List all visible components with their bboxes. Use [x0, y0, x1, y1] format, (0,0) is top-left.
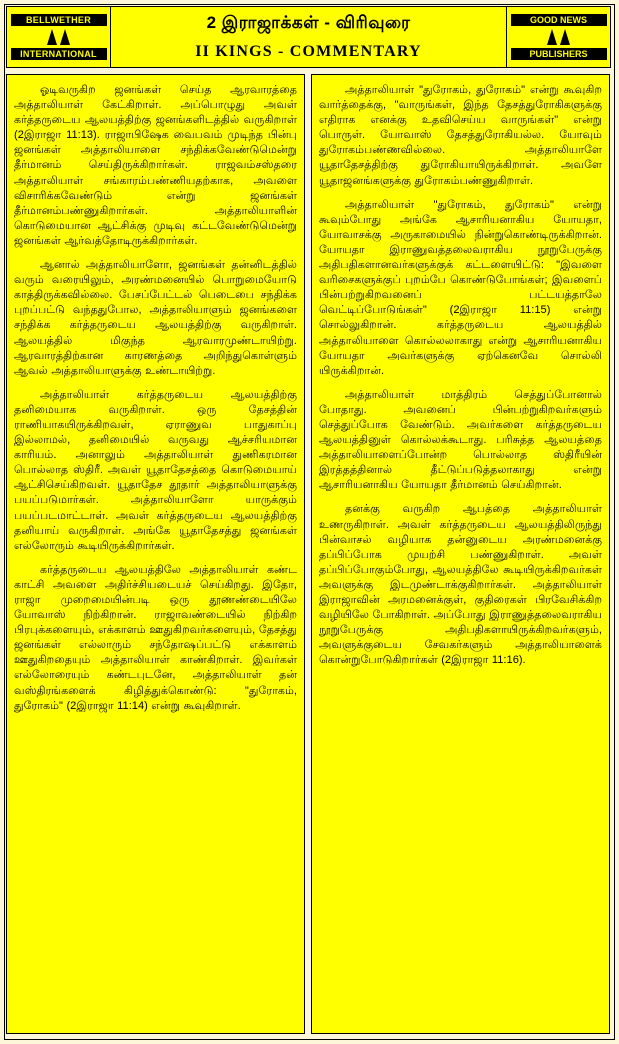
logo-left-line2: INTERNATIONAL: [11, 48, 107, 60]
paragraph: தனக்கு வருகிற ஆபத்தை அத்தாலியாள் உணருகிறாள். அவள் கர்த்தருடைய ஆலயத்திலிருந்து பின்வாசல் வழியாக தன்னுடைய அரண்மனைக்கு தப்பிப்போக முயற்சி பண்ணுகிறாள். அவள் தப்பிப்போகும்போது, ஆலயத்திலே கூடியிருக்கிறவர்கள் அவளுக்கு இடமுண்டாக்குகிறார்கள். அத்தாலியாள் இராஜாவின் அரமனைக்குள், குதிரைகள் பிரவேசிக்கிற வழியிலே போகிறாள். அப்போது இராணுத்தலைவராகிய நூறுபேருக்கு அதிபதிகளாயிருக்கிறவர்களும், அவளுக்குடைய சேவகர்களும் அத்தாலியாளைக் கொன்றுபோடுகிறார்கள் (2இராஜா 11:16).: [319, 503, 602, 667]
document-header: [6, 6, 611, 68]
page-title-english: II KINGS - COMMENTARY: [195, 43, 422, 60]
right-column: [311, 74, 610, 1034]
publisher-logo-right: [506, 7, 610, 67]
paragraph: ஓடிவருகிற ஜனங்கள் செய்த ஆரவாரத்தை அத்தாலியாள் கேட்கிறாள். அப்பொழுது அவள் கர்த்தருடைய ஆலயத்திற்கு ஜனங்களிடத்தில் வருகிறாள் (2இராஜா 11:13). ராஜாபிஷேக வைபவம் முடிந்த பின்பு ஜனங்கள் அத்தாலியாளை சந்திக்கவேண்டுமென்று தீர்மானம் செய்திருக்கிறார்கள். ராஜவம்சஸ்தரை அத்தாலியாள் சங்காரம்பண்ணியதற்காக, அவளை விசாரிக்கவேண்டும் என்று ஜனங்கள் தீர்மானம்பண்ணுகிறார்கள். அத்தாலியாளின் கொடுமையான ஆட்சிக்கு முடிவு கட்டவேண்டுமென்று ஜனங்கள் ஆர்வத்தோடிருக்கிறார்கள்.: [14, 84, 297, 247]
torch-icon: [509, 26, 608, 48]
paragraph: அத்தாலியாள் "துரோகம், துரோகம்" என்று கூவும்போது அங்கே ஆசாரியனாகிய யோயதா, யோவாசக்கு அருகாமையில் நின்றுகொண்டிருக்கிறான். யோயதா இராணுவத்தலைவராகிய நூறுபேருக்கு அதிபதிகளானவர்களுக்குக் கட்டளையிட்டு: "இவளை வரிசைகளுக்குப் புறம்பே கொண்டுபோங்கள்; இவளைப் பின்பற்றுகிறவனைப் பட்டயத்தாலே வெட்டிப்போடுங்கள்" (2இராஜா 11:15) என்று சொல்லுகிறான். கர்த்தருடைய ஆலயத்தில் அத்தாலியாளை கொல்லலாகாது என்று ஆசாரியனாகிய யோயதா அவர்களுக்கு ஏற்கெனவே சொல்லி யிருக்கிறான்.: [319, 198, 602, 377]
logo-right-line2: PUBLISHERS: [511, 48, 607, 60]
body-columns: [6, 74, 611, 1034]
left-column: [6, 74, 305, 1034]
torch-icon: [9, 26, 108, 48]
page-title-tamil: 2 இராஜாக்கள் - விரிவுரை: [206, 13, 411, 32]
paragraph: அத்தாலியாள் "துரோகம், துரோகம்" என்று கூவுகிற வார்த்தைக்கு, "வாருங்கள், இந்த தேசத்துரோகிகளுக்கு எதிராக எனக்கு உதவிசெய்ய வாருங்கள்" என்று பொருள். யோவாஸ் தேசத்துரோகியல்ல. யோவும் துரோகம்பண்ணவில்லை. அத்தாலியாளே யூதாதேசத்திற்கு துரோகியாயிருக்கிறாள். அவளே யூதாஜனங்களுக்கு துரோகம்பண்ணுகிறாள்.: [319, 84, 602, 187]
logo-right-line1: GOOD NEWS: [511, 14, 607, 26]
header-titles: [111, 7, 506, 67]
publisher-logo-left: [7, 7, 111, 67]
paragraph: கர்த்தருடைய ஆலயத்திலே அத்தாலியாள் கண்ட காட்சி அவளை அதிர்ச்சியடையச் செய்கிறது. இதோ, ராஜா முறைமையின்படி ஒரு தூணண்டையிலே யோவாஸ் நிற்கிறான். ராஜாவண்டையில் நிற்கிற பிரபுக்களையும், எக்காளம் ஊதுகிறவர்களையும், தேசத்து ஜனங்கள் எல்லாரும் சந்தோஷப்பட்டு எக்காளம் ஊதுகிறதையும் அத்தாலியாள் காண்கிறாள். இவர்கள் எல்லோரையும் கண்டபுடனே, அத்தாலியாள் தன் வஸ்திரங்களைக் கிழித்துக்கொண்டு: "துரோகம், துரோகம்" (2இராஜா 11:14) என்று கூவுகிறாள்.: [14, 563, 297, 712]
paragraph: ஆனால் அத்தாலியாளோ, ஜனங்கள் தன்னிடத்தில் வரும் வரையிலும், அரண்மனையில் பொறுமையோடு காத்திருக்கவில்லை. பேசப்பேட்டல் பெடைபை சந்திக்க புறப்பட்டு வந்ததுபோல, அத்தாலியாளும் ஜனங்களை சந்திக்க கர்த்தருடைய ஆலயத்திற்கு வருகிறாள். ஆலயத்தில் மிகுந்த ஆரவாரமுண்டாயிற்று. ஆரவாரத்திற்கான காரணத்தை அறிந்துகொள்ளும் ஆவல் அத்தாலியாளுக்கு உண்டாயிற்று.: [14, 259, 297, 377]
logo-left-line1: BELLWETHER: [11, 14, 107, 26]
paragraph: அத்தாலியாள் கர்த்தருடைய ஆலயத்திற்கு தனிமையாக வருகிறாள். ஒரு தேசத்தின் ராணியாகயிருக்கிறவள், ஏராணுவ பாதுகாப்பு இல்லாமல், தனிமையில் வருவது ஆச்சரியமான காரியம். அனாலும் அத்தாலியாள் துணிகரமான பொல்லாத ஸ்திரீ. அவள் யூதாதேசத்தை கொடுமையாய் ஆட்சிசெய்கிறவள். யூதாதேச தூதார் அத்தாலியாளுக்கு பயப்படுமார்கள். அத்தாலியாளோ யாருக்கும் பயப்படமாட்டாள். அவள் கர்த்தருடைய ஆலயத்திற்கு தனியாய் வருகிறாள். அங்கே யூதாதேசத்து ஜனங்கள் எல்லோரும் கூடியிருக்கிறார்கள்.: [14, 388, 297, 552]
paragraph: அத்தாலியாள் மாத்திரம் செத்துப்போனால் போதாது. அவனைப் பின்பற்றுகிறவர்களும் செத்துப்போக வேண்டும். அவர்களை கர்த்தருடைய ஆலயத்தினுள் கொல்லக்கூடாது. பரிசுத்த ஆலயத்தை அத்தாலியாளைப்போன்ற பொல்லாத ஸ்திரீயின் இரத்தத்தினால் தீட்டுப்படுத்தலாகாது என்று ஆசாரியனாகிய யோயதா தீர்மானம் செய்கிறான்.: [319, 388, 602, 492]
